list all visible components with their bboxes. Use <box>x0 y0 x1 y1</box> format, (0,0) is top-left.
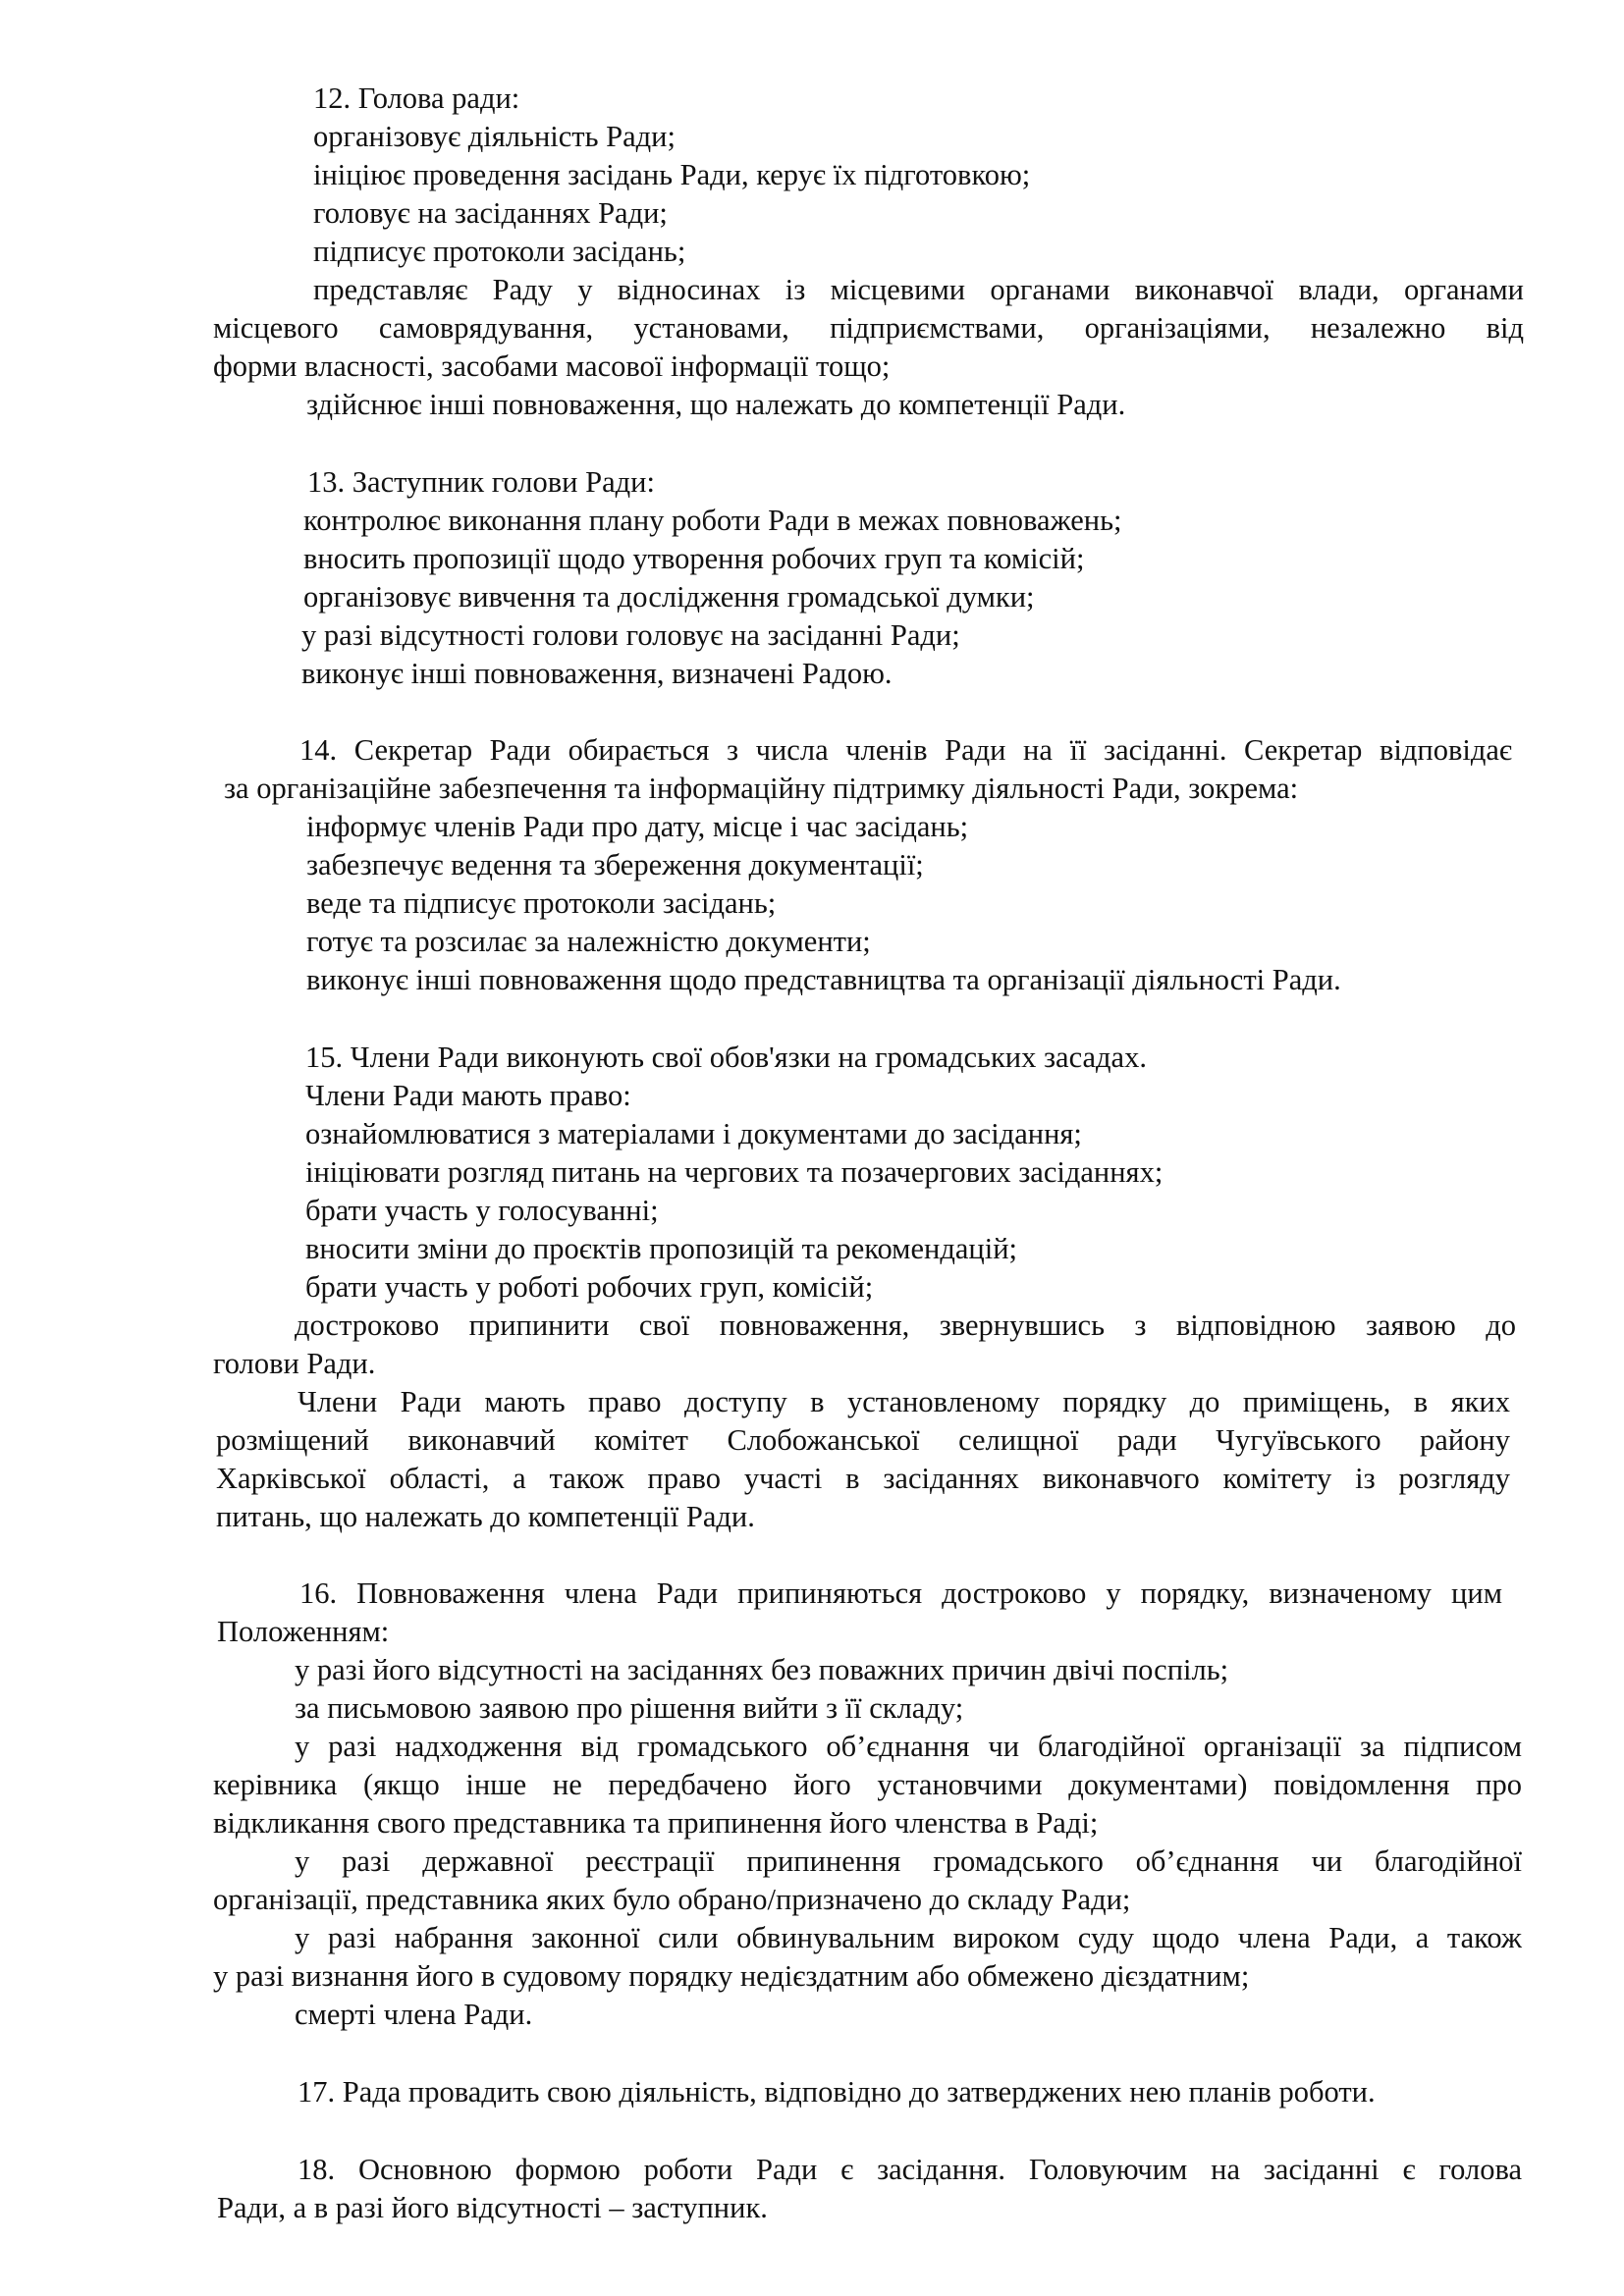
section-13-heading: 13. Заступник голови Ради: <box>307 465 655 499</box>
section-15-paragraph: розміщений виконавчий комітет Слобожанської селищної ради Чугуївського району <box>216 1423 1510 1457</box>
section-16-item: у разі надходження від громадського об’єднання чи благодійної організації за підписом <box>295 1730 1522 1763</box>
section-16-item: відкликання свого представника та припинення його членства в Раді; <box>213 1806 1099 1840</box>
section-16-paragraph: Положенням: <box>217 1615 390 1648</box>
section-15-heading: 15. Члени Ради виконують свої обов'язки на громадських засадах. <box>305 1041 1147 1074</box>
section-14-item: веде та підписує протоколи засідань; <box>306 886 777 920</box>
section-15-item: брати участь у роботі робочих груп, комісій; <box>305 1270 874 1304</box>
section-12-item: організовує діяльність Ради; <box>313 120 676 153</box>
section-12-item: головує на засіданнях Ради; <box>313 196 668 230</box>
section-18-paragraph: 18. Основною формою роботи Ради є засідання. Головуючим на засіданні є голова <box>298 2153 1522 2186</box>
section-17-paragraph: 17. Рада провадить свою діяльність, відповідно до затверджених нею планів роботи. <box>298 2075 1376 2109</box>
section-16-item: смерті члена Ради. <box>295 1998 533 2031</box>
section-15-paragraph: Харківської області, а також право участі в засіданнях виконавчого комітету із розгляду <box>216 1462 1510 1495</box>
section-15-item: ініціювати розгляд питань на чергових та позачергових засіданнях; <box>305 1155 1164 1189</box>
section-14-item: інформує членів Ради про дату, місце і час засідань; <box>306 810 969 843</box>
section-12-item: підписує протоколи засідань; <box>313 235 686 268</box>
section-16-item: у разі визнання його в судовому порядку недієздатним або обмежено дієздатним; <box>213 1959 1250 1993</box>
section-15-item: вносити зміни до проєктів пропозицій та рекомендацій; <box>305 1232 1017 1265</box>
section-12-item: форми власності, засобами масової інформації тощо; <box>213 349 891 383</box>
section-16-paragraph: 16. Повноваження члена Ради припиняються достроково у порядку, визначеному цим <box>299 1576 1502 1610</box>
section-18-paragraph: Ради, а в разі його відсутності – заступник. <box>217 2191 768 2224</box>
section-16-item: у разі набрання законної сили обвинувальним вироком суду щодо члена Ради, а також <box>295 1921 1522 1954</box>
section-13-item: організовує вивчення та дослідження громадської думки; <box>303 580 1035 614</box>
section-16-item: у разі його відсутності на засіданнях без поважних причин двічі поспіль; <box>295 1653 1229 1686</box>
section-16-item: за письмовою заявою про рішення вийти з її складу; <box>295 1691 964 1725</box>
section-16-item: керівника (якщо інше не передбачено його установчими документами) повідомлення про <box>213 1768 1522 1801</box>
section-12-heading: 12. Голова ради: <box>313 81 520 115</box>
section-12-item: місцевого самоврядування, установами, підприємствами, організаціями, незалежно від <box>213 311 1524 345</box>
section-12-item: здійснює інші повноваження, що належать до компетенції Ради. <box>306 388 1126 421</box>
section-16-item: організації, представника яких було обрано/призначено до складу Ради; <box>213 1883 1131 1916</box>
section-15-item: достроково припинити свої повноваження, звернувшись з відповідною заявою до <box>295 1308 1516 1342</box>
section-13-item: у разі відсутності голови головує на засіданні Ради; <box>301 618 960 652</box>
section-15-item: ознайомлюватися з матеріалами і документами до засідання; <box>305 1117 1082 1150</box>
section-13-item: контролює виконання плану роботи Ради в межах повноважень; <box>303 504 1122 537</box>
section-15-paragraph: Члени Ради мають право доступу в установленому порядку до приміщень, в яких <box>298 1385 1510 1418</box>
section-13-item: вносить пропозиції щодо утворення робочих груп та комісій; <box>303 542 1085 575</box>
section-13-item: виконує інші повноваження, визначені Радою. <box>301 657 893 690</box>
section-15-paragraph: питань, що належать до компетенції Ради. <box>216 1500 755 1533</box>
section-14-item: виконує інші повноваження щодо представництва та організації діяльності Ради. <box>306 963 1341 996</box>
section-14-paragraph: 14. Секретар Ради обирається з числа членів Ради на її засіданні. Секретар відповідає <box>299 733 1512 767</box>
section-15-subheading: Члени Ради мають право: <box>305 1079 631 1112</box>
section-15-item: брати участь у голосуванні; <box>305 1194 659 1227</box>
section-14-item: забезпечує ведення та збереження документації; <box>306 848 924 881</box>
section-12-item: ініціює проведення засідань Ради, керує їх підготовкою; <box>313 158 1031 191</box>
section-16-item: у разі державної реєстрації припинення громадського об’єднання чи благодійної <box>295 1844 1522 1878</box>
section-15-item: голови Ради. <box>213 1347 376 1380</box>
section-14-paragraph: за організаційне забезпечення та інформаційну підтримку діяльності Ради, зокрема: <box>224 772 1299 805</box>
section-12-item: представляє Раду у відносинах із місцевими органами виконавчої влади, органами <box>313 273 1524 306</box>
section-14-item: готує та розсилає за належністю документи; <box>306 925 871 958</box>
